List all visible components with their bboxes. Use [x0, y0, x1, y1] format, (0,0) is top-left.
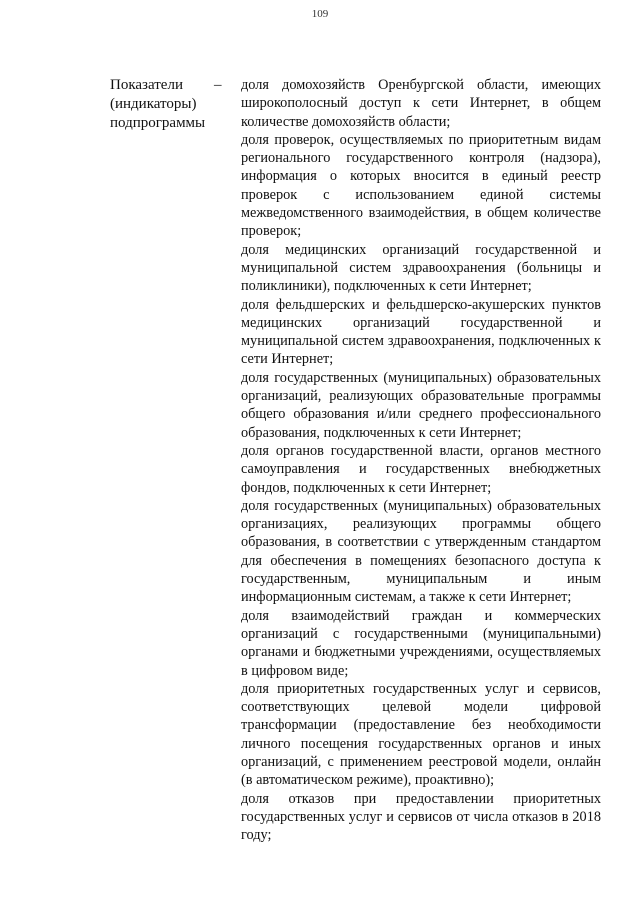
indicator-item: доля домохозяйств Оренбургской области, имеющих широкополосный доступ к сети Интернет, в общем количестве домохозяйств области;	[241, 77, 601, 130]
indicator-item: доля медицинских организаций государственной и муниципальной систем здравоохранения (больницы и поликлиники), подключенных к сети Интернет;	[241, 241, 601, 295]
indicators-list	[241, 76, 601, 844]
page-number: 109	[311, 8, 329, 20]
indicators-label	[110, 76, 220, 133]
indicators-label-line: подпрограммы	[110, 115, 206, 131]
indicator-item: доля взаимодействий граждан и коммерческих организаций с государственными (муниципальными) органами и бюджетными учреждениями, осуществляемых в цифровом виде;	[241, 607, 601, 679]
indicator-item: доля отказов при предоставлении приоритетных государственных услуг и сервисов от числа отказов в 2018 году;	[241, 790, 601, 844]
indicator-item: доля проверок, осуществляемых по приоритетным видам регионального государственного контроля (надзора), информация о которых вносится в единый реестр проверок с использованием единой системы межведомственного взаимодействия, в общем количестве проверок;	[241, 131, 601, 240]
indicators-label-line: (индикаторы)	[110, 96, 197, 112]
indicators-label-line: Показатели	[110, 77, 183, 93]
indicator-item: доля органов государственной власти, органов местного самоуправления и государственных внебюджетных фондов, подключенных к сети Интернет;	[241, 442, 601, 496]
indicator-item: доля государственных (муниципальных) образовательных организаций, реализующих образовательные программы общего образования и/или среднего профессионального образования, подключенных к сети Интернет;	[241, 369, 601, 441]
indicator-item: доля государственных (муниципальных) образовательных организациях, реализующих программы общего образования, в соответствии с утвержденным стандартом для обеспечения в помещениях безопасного доступа к государственным, муниципальным и иным информационным системам, а также к сети Интернет;	[241, 497, 601, 606]
indicator-item: доля приоритетных государственных услуг и сервисов, соответствующих целевой модели цифровой трансформации (предоставление без необходимости личного посещения государственных органов и иных организаций, с применением реестровой модели, онлайн (в автоматическом режиме), проактивно);	[241, 680, 601, 789]
separator-dash: –	[214, 77, 222, 93]
indicator-item: доля фельдшерских и фельдшерско-акушерских пунктов медицинских организаций государственной и муниципальной систем здравоохранения, подключенных к сети Интернет;	[241, 296, 601, 368]
